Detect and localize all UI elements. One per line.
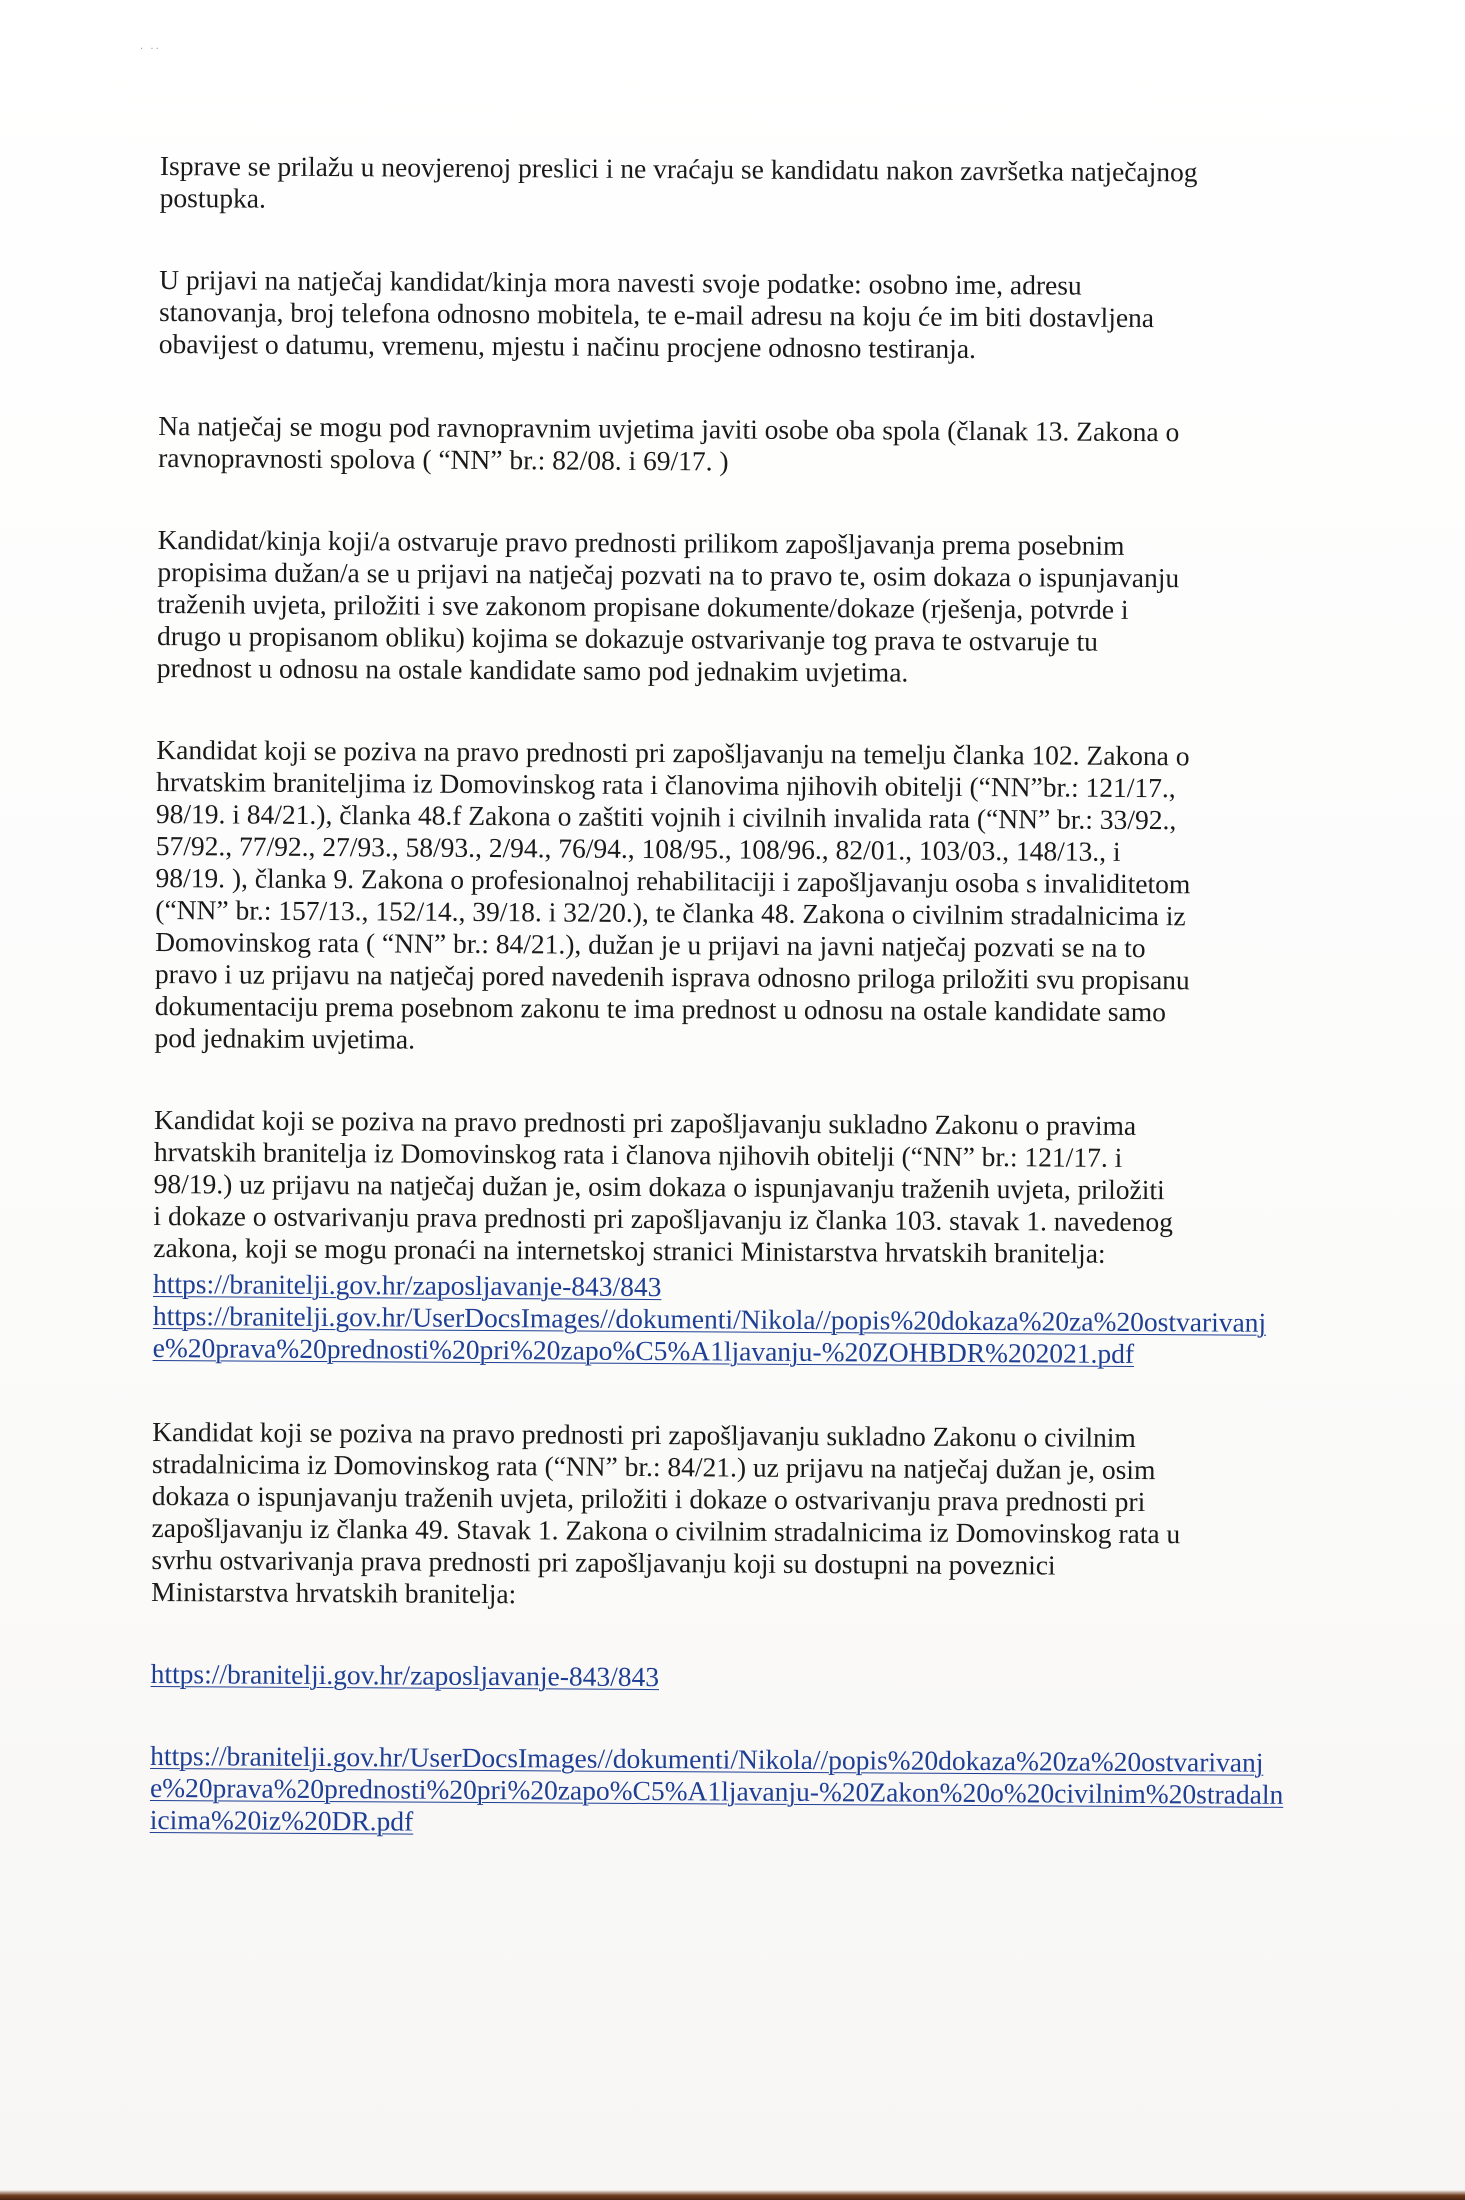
link-popis-dokaza-zohbdr[interactable]: https://branitelji.gov.hr/UserDocsImages//dokumenti/Nikola//popis%20dokaza%20za%20ostvarivanje%20prava%20prednosti%20pri%20zapo%C5%A1ljavanju-%20ZOHBDR%202021.pdf <box>152 1299 1267 1369</box>
paragraph-priority-right: Kandidat/kinja koji/a ostvaruje pravo prednosti prilikom zapošljavanja prema posebnim propisima dužan/a se u prijavi na natječaj pozvati na to pravo te, osim dokaza o ispunjavanju traženih uvjeta, priložiti i sve zakonom propisane dokumente/dokaze (rješenja, potvrde i drugo u propisanom obliku) kojima se dokazuje ostvarivanje tog prava te ostvaruje tu prednost u odnosu na ostale kandidate samo pod jednakim uvjetima. <box>156 523 1180 688</box>
document-body <box>150 150 1300 1843</box>
link-zaposljavanje-2[interactable]: https://branitelji.gov.hr/zaposljavanje-843/843 <box>150 1657 660 1693</box>
scan-mark: · ·· <box>140 44 161 55</box>
scan-bottom-edge <box>0 2190 1465 2200</box>
paragraph-veterans-rights: Kandidat koji se poziva na pravo prednosti pri zapošljavanju sukladno Zakonu o pravima hrvatskih branitelja iz Domovinskog rata i članova njihovih obitelji (“NN” br.: 121/17. i 98/19.) uz prijavu na natječaj dužan je, osim dokaza o ispunjavanju traženih uvjeta, priložiti i dokaze o ostvarivanju prava prednosti pri zapošljavanju iz članka 103. stavak 1. navedenog zakona, koji se mogu pronaći na internetskoj stranici Ministarstva hrvatskih branitelja: <box>153 1103 1174 1269</box>
paragraph-application-data: U prijavi na natječaj kandidat/kinja mora navesti svoje podatke: osobno ime, adresu stanovanja, broj telefona odnosno mobitela, te e-mail adresu na koju će im biti dostavljena obavijest o datumu, vremenu, mjestu i načinu procjene odnosno testiranja. <box>158 263 1155 364</box>
link-popis-dokaza-civilni-stradalnici[interactable]: https://branitelji.gov.hr/UserDocsImages//dokumenti/Nikola//popis%20dokaza%20za%20ostvarivanje%20prava%20prednosti%20pri%20zapo%C5%A1ljavanju-%20Zakon%20o%20civilnim%20stradalnicima%20iz%20DR.pdf <box>149 1739 1284 1837</box>
veterans-links <box>153 1268 1294 1371</box>
link-zaposljavanje[interactable]: https://branitelji.gov.hr/zaposljavanje-843/843 <box>152 1267 662 1303</box>
paragraph-veterans-laws: Kandidat koji se poziva na pravo prednosti pri zapošljavanju na temelju članka 102. Zakona o hrvatskim braniteljima iz Domovinskog rata i članovima njihovih obitelji (“NN”br.: 121/17., 98/19. i 84/21.), članka 48.f Zakona o zaštiti vojnih i civilnih invalida rata (“NN” br.: 33/92., 57/92., 77/92., 27/93., 58/93., 2/94., 76/94., 108/95., 108/96., 82/01., 103/03., 148/13., i 98/19. ), članka 9. Zakona o profesionalnoj rehabilitaciji i zapošljavanju osoba s invaliditetom (“NN” br.: 157/13., 152/14., 39/18. i 32/20.), te članka 48. Zakona o civilnim stradalnicima iz Domovinskog rata ( “NN” br.: 84/21.), dužan je u prijavi na javni natječaj pozvati se na to pravo i uz prijavu na natječaj pored navedenih isprava odnosno priloga priložiti svu propisanu dokumentaciju prema posebnom zakonu te ima prednost u odnosu na ostale kandidate samo pod jednakim uvjetima. <box>154 733 1191 1055</box>
paragraph-gender-equality: Na natječaj se mogu pod ravnopravnim uvjetima javiti osobe oba spola (članak 13. Zakona o ravnopravnosti spolova ( “NN” br.: 82/08. i 69/17. ) <box>158 409 1180 477</box>
paragraph-documents-copies: Isprave se prilažu u neovjerenoj preslici i ne vraćaju se kandidatu nakon završetka natječajnog postupka. <box>159 150 1198 214</box>
paragraph-civil-victims: Kandidat koji se poziva na pravo prednosti pri zapošljavanju sukladno Zakonu o civilnim stradalnicima iz Domovinskog rata (“NN” br.: 84/21.) uz prijavu na natječaj dužan je, osim dokaza o ispunjavanju traženih uvjeta, priložiti i dokaze o ostvarivanju prava prednosti pri zapošljavanju iz članka 49. Stavak 1. Zakona o civilnim stradalnicima iz Domovinskog rata u svrhu ostvarivanja prava prednosti pri zapošljavanju koji su dostupni na poveznici Ministarstva hrvatskih branitelja: <box>151 1415 1181 1610</box>
